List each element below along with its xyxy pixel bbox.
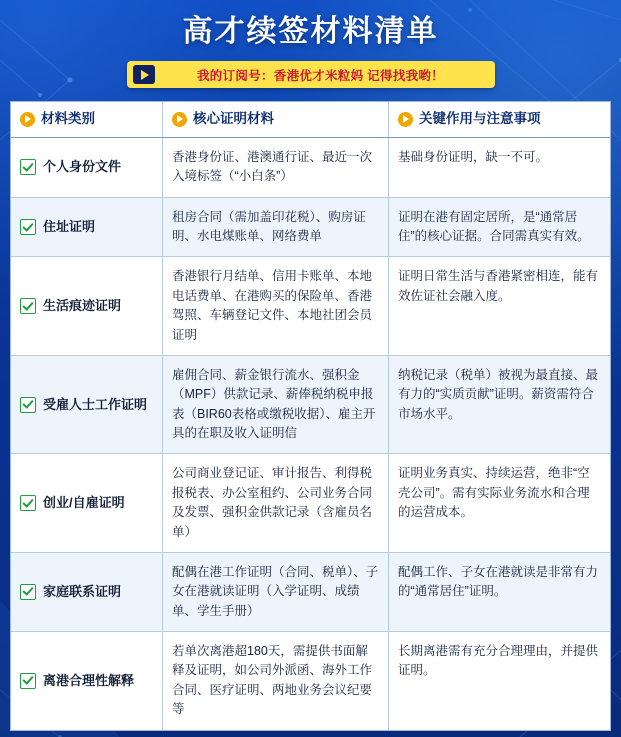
row-category-label: 生活痕迹证明	[43, 298, 122, 314]
table-row	[11, 553, 610, 632]
table-row	[11, 632, 610, 730]
table-row	[11, 198, 610, 258]
column-header-category-label: 材料类别	[41, 111, 95, 126]
column-header-notes-label: 关键作用与注意事项	[419, 111, 541, 126]
row-category-label: 离港合理性解释	[43, 672, 135, 688]
row-category-cell	[11, 138, 163, 197]
row-category-cell	[11, 356, 163, 454]
checkbox-icon	[20, 159, 36, 175]
table-row	[11, 454, 610, 553]
row-category-cell	[11, 632, 163, 730]
table-row	[11, 356, 610, 455]
row-category-label: 创业/自雇证明	[43, 495, 125, 511]
column-header-notes	[389, 102, 610, 137]
subscribe-banner	[127, 61, 495, 88]
row-category-cell	[11, 553, 163, 631]
checkbox-icon	[20, 673, 36, 689]
table-row	[11, 257, 610, 356]
checkbox-icon	[20, 495, 36, 511]
row-category-cell	[11, 454, 163, 552]
arrow-circle-icon	[398, 112, 413, 127]
row-materials-cell: 若单次离港超180天，需提供书面解释及证明，如公司外派函、海外工作合同、医疗证明、两地业务会议纪要等	[163, 632, 389, 730]
header	[0, 0, 621, 88]
row-materials-cell: 租房合同（需加盖印花税）、购房证明、水电煤账单、网络费单	[163, 198, 389, 257]
column-header-materials	[163, 102, 389, 137]
row-materials-cell: 配偶在港工作证明（合同、税单）、子女在港就读证明（入学证明、成绩单、学生手册）	[163, 553, 389, 631]
row-notes-cell: 证明日常生活与香港紧密相连，能有效佐证社会融入度。	[398, 269, 599, 303]
page-title: 高才续签材料清单	[182, 15, 439, 48]
row-notes-cell: 纳税记录（税单）被视为最直接、最有力的“实质贡献”证明。薪资需符合市场水平。	[398, 367, 599, 421]
row-category-label: 家庭联系证明	[43, 583, 122, 599]
row-category-cell	[11, 257, 163, 355]
arrow-circle-icon	[20, 112, 35, 127]
column-header-materials-label: 核心证明材料	[193, 111, 274, 126]
row-category-label: 住址证明	[43, 218, 96, 234]
play-triangle-icon	[133, 65, 155, 84]
checkbox-icon	[20, 397, 36, 413]
row-notes-cell: 基础身份证明，缺一不可。	[398, 149, 549, 164]
checkbox-icon	[20, 584, 36, 600]
checkbox-icon	[20, 219, 36, 235]
row-materials-cell: 雇佣合同、薪金银行流水、强积金（MPF）供款记录、薪俸税纳税申报表（BIR60表格或缴税收据）、雇主开具的在职及收入证明信	[163, 356, 389, 454]
table-header-row	[11, 102, 610, 138]
table-row	[11, 138, 610, 198]
row-notes-cell: 配偶工作、子女在港就读是非常有力的“通常居住”证明。	[398, 564, 599, 599]
row-notes-cell: 证明在港有固定居所，是“通常居住”的核心证据。合同需真实有效。	[398, 209, 590, 244]
arrow-circle-icon	[172, 112, 187, 127]
column-header-category	[11, 102, 163, 137]
row-category-cell	[11, 198, 163, 257]
row-notes-cell: 证明业务真实、持续运营，绝非“空壳公司”。需有实际业务流水和合理的运营成本。	[398, 466, 590, 520]
row-materials-cell: 香港银行月结单、信用卡账单、本地电话费单、在港购买的保险单、香港驾照、车辆登记文件、本地社团会员证明	[163, 257, 389, 355]
row-notes-cell: 长期离港需有充分合理理由，并提供证明。	[398, 644, 599, 678]
row-materials-cell: 香港身份证、港澳通行证、最近一次入境标签（“小白条”）	[163, 138, 389, 197]
checkbox-icon	[20, 298, 36, 314]
materials-table	[10, 101, 611, 731]
row-materials-cell: 公司商业登记证、审计报告、利得税报税表、办公室租约、公司业务合同及发票、强积金供款记录（含雇员名单）	[163, 454, 389, 552]
row-category-label: 受雇人士工作证明	[43, 396, 148, 412]
row-category-label: 个人身份文件	[43, 159, 122, 175]
subscribe-text: 我的订阅号：香港优才米粒妈 记得找我哟！	[197, 68, 444, 83]
